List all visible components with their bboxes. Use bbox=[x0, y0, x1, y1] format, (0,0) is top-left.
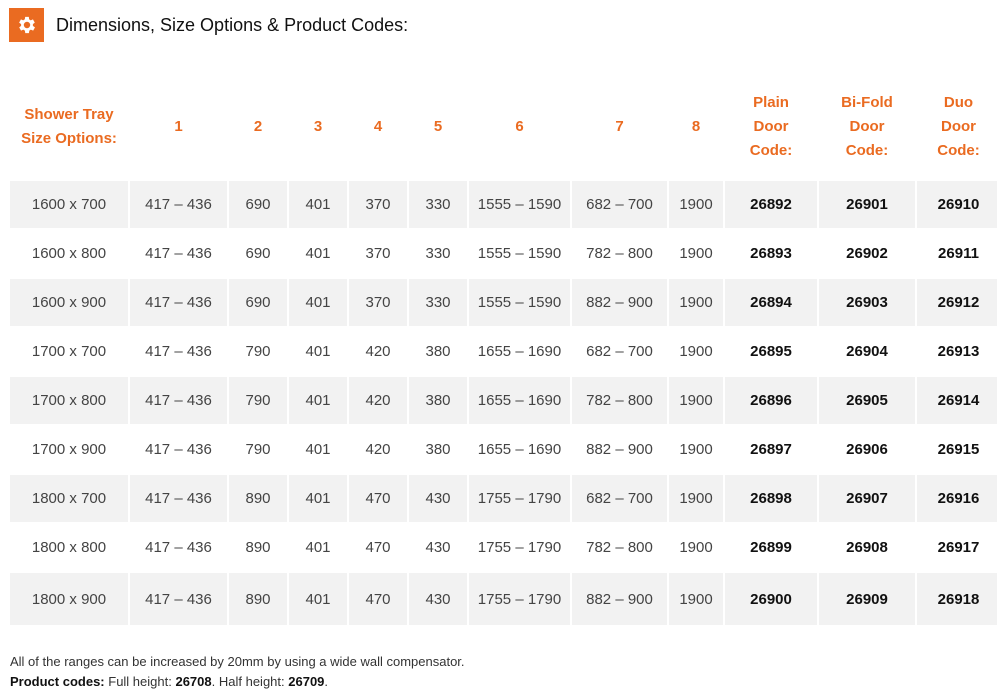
dimension-cell: 1900 bbox=[669, 377, 723, 424]
gear-glyph bbox=[16, 14, 38, 36]
column-header-line: Code: bbox=[845, 142, 889, 159]
product-code-cell: 26912 bbox=[917, 279, 997, 326]
dimension-cell: 430 bbox=[409, 573, 467, 625]
dimension-cell: 1755 – 1790 bbox=[477, 539, 562, 556]
column-header-line: Size Options: bbox=[21, 130, 117, 147]
column-header-line: Door bbox=[753, 118, 789, 135]
dimension-cell: 782 – 800 bbox=[586, 245, 653, 262]
dimension-cell: 380 bbox=[409, 377, 467, 424]
product-code-cell: 26898 bbox=[725, 475, 817, 522]
size-option-cell: 1600 x 700 bbox=[10, 181, 128, 228]
size-option-cell: 1600 x 800 bbox=[31, 245, 107, 262]
dimension-cell: 1655 – 1690 bbox=[477, 343, 562, 360]
column-header bbox=[130, 87, 227, 167]
column-header-line: Duo bbox=[943, 94, 974, 111]
column-header bbox=[819, 87, 915, 167]
dimension-cell: 1900 bbox=[679, 343, 713, 360]
column-header bbox=[469, 87, 570, 167]
product-code-cell: 26917 bbox=[937, 539, 980, 556]
dimension-cell: 782 – 800 bbox=[572, 377, 667, 424]
column-header-line: Door bbox=[941, 118, 976, 135]
size-option-cell: 1700 x 700 bbox=[31, 343, 107, 360]
dimension-cell: 370 bbox=[349, 279, 407, 326]
dimension-cell: 1900 bbox=[679, 441, 713, 458]
dimension-cell: 380 bbox=[425, 343, 451, 360]
dimension-cell: 401 bbox=[305, 441, 331, 458]
column-header bbox=[409, 87, 467, 167]
dimension-cell: 417 – 436 bbox=[145, 441, 212, 458]
size-option-cell: 1800 x 900 bbox=[10, 573, 128, 625]
column-header-line: Code: bbox=[749, 142, 793, 159]
product-code-cell: 26893 bbox=[750, 245, 792, 262]
dimension-cell: 401 bbox=[305, 343, 331, 360]
footer-note: All of the ranges can be increased by 20mm by using a wide wall compensator. bbox=[10, 654, 465, 669]
dimensions-table-container bbox=[10, 87, 997, 625]
table-row bbox=[10, 524, 997, 571]
dimension-cell: 1555 – 1590 bbox=[469, 279, 570, 326]
dimension-cell: 420 bbox=[349, 377, 407, 424]
dimension-cell: 1755 – 1790 bbox=[469, 475, 570, 522]
table-row bbox=[10, 181, 997, 228]
product-code-cell: 26901 bbox=[819, 181, 915, 228]
dimensions-table bbox=[8, 87, 997, 625]
full-height-code: 26708 bbox=[175, 674, 212, 689]
dimension-cell: 1655 – 1690 bbox=[469, 377, 570, 424]
dimension-cell: 1900 bbox=[679, 539, 713, 556]
column-header-line: 7 bbox=[615, 118, 624, 135]
product-code-cell: 26892 bbox=[725, 181, 817, 228]
product-code-cell: 26895 bbox=[750, 343, 792, 360]
dimension-cell: 370 bbox=[365, 245, 391, 262]
product-code-cell: 26913 bbox=[937, 343, 980, 360]
column-header-line: Bi-Fold bbox=[841, 94, 893, 111]
table-row bbox=[10, 426, 997, 473]
dimension-cell: 682 – 700 bbox=[586, 343, 653, 360]
gear-icon bbox=[9, 8, 44, 42]
dimension-cell: 1900 bbox=[679, 245, 713, 262]
dimension-cell: 430 bbox=[409, 475, 467, 522]
column-header bbox=[10, 87, 128, 167]
dimension-cell: 401 bbox=[289, 279, 347, 326]
dimension-cell: 1755 – 1790 bbox=[469, 573, 570, 625]
dimension-cell: 430 bbox=[425, 539, 451, 556]
product-code-cell: 26918 bbox=[917, 573, 997, 625]
product-code-cell: 26914 bbox=[917, 377, 997, 424]
product-code-cell: 26916 bbox=[917, 475, 997, 522]
dimension-cell: 401 bbox=[289, 573, 347, 625]
dimension-cell: 1900 bbox=[669, 181, 723, 228]
column-header-line: Door bbox=[849, 118, 885, 135]
dimension-cell: 401 bbox=[289, 181, 347, 228]
dimension-cell: 790 bbox=[229, 377, 287, 424]
column-header-line: 6 bbox=[515, 118, 524, 135]
product-code-cell: 26910 bbox=[917, 181, 997, 228]
dimension-cell: 890 bbox=[245, 539, 271, 556]
table-row bbox=[10, 328, 997, 375]
column-header bbox=[229, 87, 287, 167]
product-code-cell: 26896 bbox=[725, 377, 817, 424]
half-height-label: Half height: bbox=[218, 674, 285, 689]
dimension-cell: 890 bbox=[229, 475, 287, 522]
product-code-cell: 26904 bbox=[846, 343, 888, 360]
footer-notes bbox=[10, 652, 465, 692]
column-header-line: 1 bbox=[174, 118, 183, 135]
dimension-cell: 401 bbox=[305, 539, 331, 556]
dimension-cell: 417 – 436 bbox=[145, 343, 212, 360]
dimension-cell: 417 – 436 bbox=[130, 279, 227, 326]
size-option-cell: 1700 x 900 bbox=[31, 441, 107, 458]
product-code-cell: 26897 bbox=[750, 441, 792, 458]
column-header-line: 2 bbox=[253, 118, 263, 135]
column-header-line: 3 bbox=[313, 118, 323, 135]
dimension-cell: 401 bbox=[305, 245, 331, 262]
dimension-cell: 782 – 800 bbox=[586, 539, 653, 556]
dimension-cell: 330 bbox=[409, 279, 467, 326]
column-header bbox=[725, 87, 817, 167]
dimension-cell: 1555 – 1590 bbox=[477, 245, 562, 262]
dimension-cell: 401 bbox=[289, 377, 347, 424]
product-code-cell: 26911 bbox=[938, 245, 979, 262]
dimension-cell: 1900 bbox=[669, 573, 723, 625]
product-code-cell: 26902 bbox=[846, 245, 888, 262]
column-header-line: 5 bbox=[433, 118, 443, 135]
dimension-cell: 420 bbox=[365, 343, 391, 360]
full-height-label: Full height: bbox=[108, 674, 172, 689]
dimension-cell: 417 – 436 bbox=[145, 245, 212, 262]
product-codes-line: Product codes: Full height: 26708. Half height: 26709. bbox=[10, 674, 329, 689]
dimension-cell: 330 bbox=[425, 245, 451, 262]
table-row bbox=[10, 475, 997, 522]
dimension-cell: 890 bbox=[229, 573, 287, 625]
dimension-cell: 690 bbox=[245, 245, 271, 262]
product-code-cell: 26906 bbox=[846, 441, 888, 458]
column-header-line: Plain bbox=[753, 94, 789, 111]
dimension-cell: 370 bbox=[349, 181, 407, 228]
table-row bbox=[10, 573, 997, 625]
dimension-cell: 882 – 900 bbox=[572, 573, 667, 625]
size-option-cell: 1700 x 800 bbox=[10, 377, 128, 424]
product-code-cell: 26903 bbox=[819, 279, 915, 326]
dimension-cell: 470 bbox=[365, 539, 391, 556]
dimension-cell: 682 – 700 bbox=[572, 475, 667, 522]
dimension-cell: 790 bbox=[245, 343, 271, 360]
column-header bbox=[572, 87, 667, 167]
header-gap bbox=[10, 167, 997, 181]
product-code-cell: 26908 bbox=[846, 539, 888, 556]
table-row bbox=[10, 377, 997, 424]
dimension-cell: 882 – 900 bbox=[572, 279, 667, 326]
dimension-cell: 417 – 436 bbox=[130, 475, 227, 522]
product-code-cell: 26909 bbox=[819, 573, 915, 625]
size-option-cell: 1600 x 900 bbox=[10, 279, 128, 326]
dimension-cell: 1655 – 1690 bbox=[477, 441, 562, 458]
product-code-cell: 26894 bbox=[725, 279, 817, 326]
dimension-cell: 682 – 700 bbox=[572, 181, 667, 228]
column-header bbox=[289, 87, 347, 167]
dimension-cell: 417 – 436 bbox=[130, 377, 227, 424]
column-header bbox=[669, 87, 723, 167]
column-header-line: Shower Tray bbox=[24, 106, 114, 123]
product-code-cell: 26905 bbox=[819, 377, 915, 424]
size-option-cell: 1800 x 800 bbox=[31, 539, 107, 556]
dimension-cell: 790 bbox=[245, 441, 271, 458]
column-header-line: 4 bbox=[373, 118, 383, 135]
column-header bbox=[349, 87, 407, 167]
dimension-cell: 690 bbox=[229, 181, 287, 228]
page-title: Dimensions, Size Options & Product Codes: bbox=[56, 14, 409, 35]
column-header bbox=[917, 87, 997, 167]
dimension-cell: 401 bbox=[289, 475, 347, 522]
product-code-cell: 26915 bbox=[937, 441, 980, 458]
column-header-line: Code: bbox=[937, 142, 980, 159]
table-body bbox=[10, 167, 997, 625]
dimension-cell: 417 – 436 bbox=[130, 181, 227, 228]
dimension-cell: 1900 bbox=[669, 279, 723, 326]
dimension-cell: 882 – 900 bbox=[586, 441, 653, 458]
table-row bbox=[10, 279, 997, 326]
size-option-cell: 1800 x 700 bbox=[10, 475, 128, 522]
column-header-line: 8 bbox=[691, 118, 701, 135]
dimension-cell: 470 bbox=[349, 475, 407, 522]
section-header bbox=[9, 8, 408, 42]
dimension-cell: 1555 – 1590 bbox=[469, 181, 570, 228]
product-code-cell: 26907 bbox=[819, 475, 915, 522]
dimension-cell: 330 bbox=[409, 181, 467, 228]
table-row bbox=[10, 230, 997, 277]
dimension-cell: 380 bbox=[425, 441, 451, 458]
product-code-cell: 26899 bbox=[750, 539, 792, 556]
product-codes-label: Product codes: bbox=[10, 674, 105, 689]
dimension-cell: 420 bbox=[365, 441, 391, 458]
dimension-cell: 470 bbox=[349, 573, 407, 625]
half-height-code: 26709 bbox=[288, 674, 325, 689]
table-header-row bbox=[10, 87, 997, 167]
dimension-cell: 690 bbox=[229, 279, 287, 326]
dimension-cell: 417 – 436 bbox=[145, 539, 212, 556]
dimension-cell: 417 – 436 bbox=[130, 573, 227, 625]
dimension-cell: 1900 bbox=[669, 475, 723, 522]
product-code-cell: 26900 bbox=[725, 573, 817, 625]
